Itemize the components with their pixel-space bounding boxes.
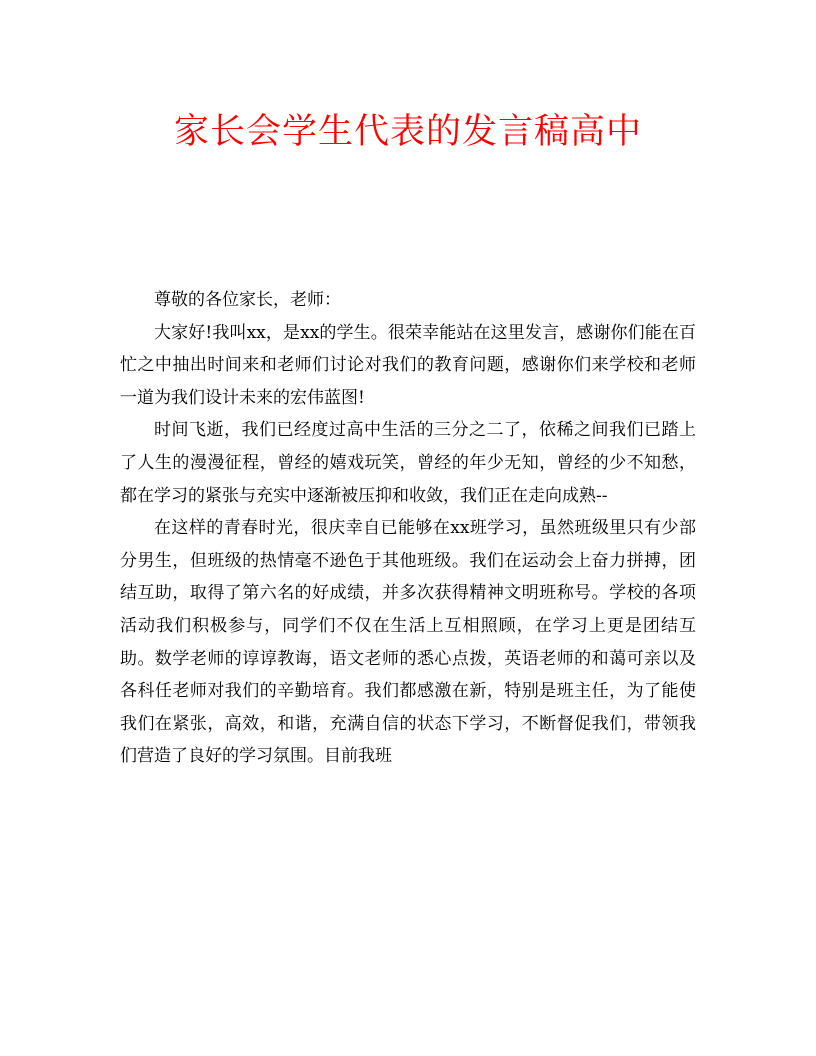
document-body <box>120 284 696 773</box>
greeting-paragraph: 大家好!我叫xx，是xx的学生。很荣幸能站在这里发言，感谢你们能在百忙之中抽出时间来和老师们讨论对我们的教育问题，感谢你们来学校和老师一道为我们设计未来的宏伟蓝图! <box>120 322 696 408</box>
salutation-paragraph: 尊敬的各位家长，老师： <box>154 290 341 310</box>
time-paragraph: 时间飞逝，我们已经度过高中生活的三分之二了，依稀之间我们已踏上了人生的漫漫征程，曾经的嬉戏玩笑，曾经的年少无知，曾经的少不知愁，都在学习的紧张与充实中逐渐被压抑和收敛，我们正在走向成熟-- <box>120 420 696 506</box>
document-title: 家长会学生代表的发言稿高中 <box>173 112 642 152</box>
class-paragraph: 在这样的青春时光，很庆幸自已能够在xx班学习，虽然班级里只有少部分男生，但班级的热情毫不逊色于其他班级。我们在运动会上奋力拼搏，团结互助，取得了第六名的好成绩，并多次获得精神文明班称号。学校的各项活动我们积极参与，同学们不仅在生活上互相照顾，在学习上更是团结互助。数学老师的谆谆教诲，语文老师的悉心点拨，英语老师的和蔼可亲以及各科任老师对我们的辛勤培育。我们都感激在新，特别是班主任，为了能使我们在紧张，高效，和谐，充满自信的状态下学习，不断督促我们，带领我们营造了良好的学习氛围。目前我班 <box>120 518 696 767</box>
